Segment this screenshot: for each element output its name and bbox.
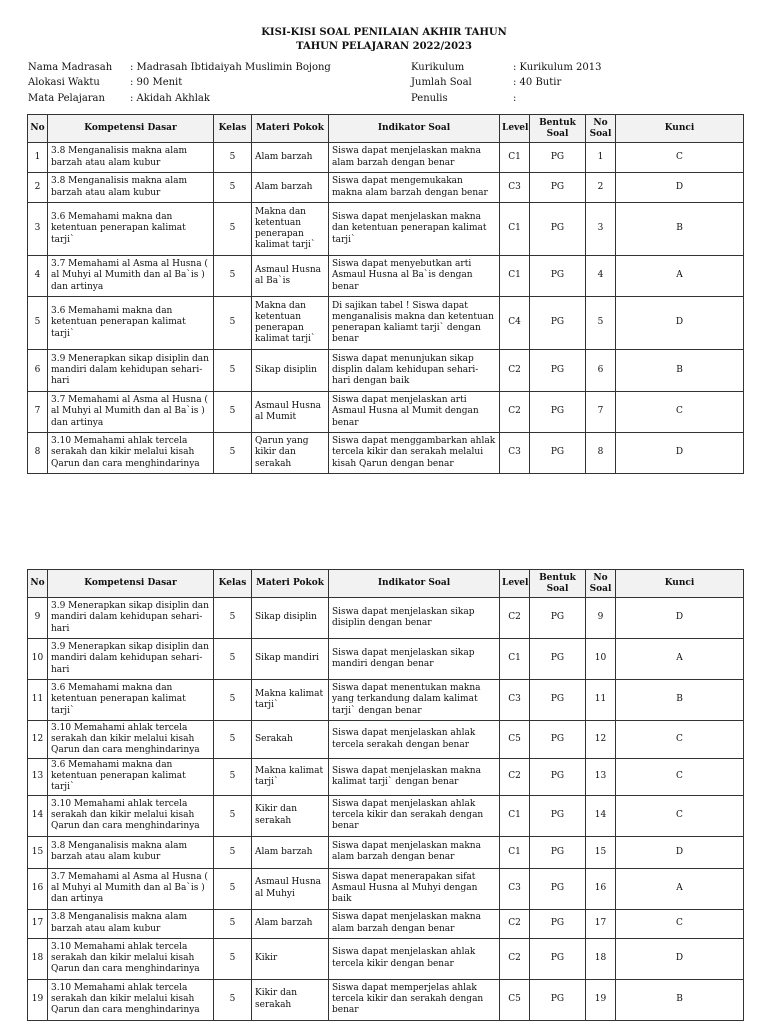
cell-bentuk-soal: PG [530,795,586,836]
kurikulum-label: Kurikulum [411,62,465,73]
cell-bentuk-soal: PG [530,256,586,297]
jumlah-soal-value: : 40 Butir [513,77,562,88]
cell-no: 13 [28,759,48,796]
cell-materi-pokok: Serakah [252,721,329,759]
cell-materi-pokok: Makna kalimat tarji` [252,759,329,796]
cell-kelas: 5 [214,721,252,759]
table-header-row [28,570,744,598]
cell-bentuk-soal: PG [530,173,586,203]
cell-kelas: 5 [214,256,252,297]
cell-no-soal: 14 [586,795,616,836]
cell-bentuk-soal: PG [530,350,586,392]
cell-indikator-soal: Siswa dapat menentukan makna yang terkandung dalam kalimat tarji` dengan benar [329,680,500,721]
cell-no: 19 [28,979,48,1020]
cell-kunci: D [616,297,744,350]
cell-no: 14 [28,795,48,836]
cell-kompetensi-dasar: 3.10 Memahami ahlak tercela serakah dan kikir melalui kisah Qarun dan cara menghindarinya [48,979,214,1020]
cell-materi-pokok: Asmaul Husna al Muhyi [252,868,329,909]
table-row [28,350,744,392]
cell-bentuk-soal: PG [530,392,586,433]
cell-materi-pokok: Kikir [252,938,329,979]
cell-no: 8 [28,433,48,474]
cell-bentuk-soal: PG [530,680,586,721]
cell-kompetensi-dasar: 3.10 Memahami ahlak tercela serakah dan kikir melalui kisah Qarun dan cara menghindarinya [48,938,214,979]
cell-kunci: C [616,143,744,173]
header-level: Level [500,115,530,143]
cell-level: C4 [500,297,530,350]
cell-materi-pokok: Makna dan ketentuan penerapan kalimat tarji` [252,203,329,256]
cell-level: C2 [500,909,530,938]
cell-no: 1 [28,143,48,173]
mata-pelajaran-label: Mata Pelajaran [28,93,105,104]
cell-no-soal: 4 [586,256,616,297]
nama-madrasah-label: Nama Madrasah [28,62,113,73]
cell-materi-pokok: Asmaul Husna al Mumit [252,392,329,433]
cell-materi-pokok: Alam barzah [252,173,329,203]
cell-kunci: B [616,203,744,256]
cell-bentuk-soal: PG [530,979,586,1020]
cell-bentuk-soal: PG [530,297,586,350]
penulis-label: Penulis [411,93,448,104]
cell-no: 6 [28,350,48,392]
cell-kompetensi-dasar: 3.6 Memahami makna dan ketentuan penerapan kalimat tarji` [48,759,214,796]
cell-kunci: A [616,639,744,680]
cell-kunci: B [616,979,744,1020]
cell-kelas: 5 [214,433,252,474]
table-row [28,979,744,1020]
cell-indikator-soal: Siswa dapat menjelaskan makna alam barzah dengan benar [329,909,500,938]
cell-materi-pokok: Makna dan ketentuan penerapan kalimat tarji` [252,297,329,350]
cell-level: C2 [500,938,530,979]
cell-kompetensi-dasar: 3.7 Memahami al Asma al Husna ( al Muhyi al Mumith dan al Ba`is ) dan artinya [48,256,214,297]
cell-no: 17 [28,909,48,938]
table-row [28,143,744,173]
cell-kelas: 5 [214,680,252,721]
cell-kompetensi-dasar: 3.8 Menganalisis makna alam barzah atau alam kubur [48,836,214,868]
cell-indikator-soal: Siswa dapat menjelaskan sikap disiplin dengan benar [329,598,500,639]
header-no-soal: No Soal [586,115,616,143]
cell-kompetensi-dasar: 3.7 Memahami al Asma al Husna ( al Muhyi al Mumith dan al Ba`is ) dan artinya [48,392,214,433]
cell-materi-pokok: Sikap disiplin [252,350,329,392]
cell-no-soal: 13 [586,759,616,796]
cell-kompetensi-dasar: 3.10 Memahami ahlak tercela serakah dan kikir melalui kisah Qarun dan cara menghindarinya [48,795,214,836]
cell-indikator-soal: Siswa dapat menerapakan sifat Asmaul Husna al Muhyi dengan baik [329,868,500,909]
table-row [28,909,744,938]
cell-materi-pokok: Qarun yang kikir dan serakah [252,433,329,474]
cell-no: 4 [28,256,48,297]
cell-materi-pokok: Alam barzah [252,909,329,938]
table-row [28,868,744,909]
table-row [28,836,744,868]
cell-indikator-soal: Siswa dapat mengemukakan makna alam barzah dengan benar [329,173,500,203]
header-materi-pokok: Materi Pokok [252,570,329,598]
cell-no-soal: 8 [586,433,616,474]
alokasi-waktu-value: : 90 Menit [130,77,183,88]
cell-kelas: 5 [214,143,252,173]
cell-no: 10 [28,639,48,680]
cell-materi-pokok: Alam barzah [252,836,329,868]
table-row [28,938,744,979]
cell-no: 3 [28,203,48,256]
cell-bentuk-soal: PG [530,759,586,796]
cell-no-soal: 1 [586,143,616,173]
table-row [28,392,744,433]
cell-indikator-soal: Siswa dapat menjelaskan sikap mandiri dengan benar [329,639,500,680]
cell-indikator-soal: Siswa dapat memperjelas ahlak tercela kikir dan serakah dengan benar [329,979,500,1020]
table-header-row [28,115,744,143]
cell-kompetensi-dasar: 3.6 Memahami makna dan ketentuan penerapan kalimat tarji` [48,297,214,350]
cell-no-soal: 19 [586,979,616,1020]
header-kelas: Kelas [214,570,252,598]
cell-materi-pokok: Alam barzah [252,143,329,173]
table-row [28,203,744,256]
table-row [28,639,744,680]
cell-level: C1 [500,256,530,297]
cell-bentuk-soal: PG [530,836,586,868]
cell-no-soal: 16 [586,868,616,909]
cell-no-soal: 12 [586,721,616,759]
cell-kompetensi-dasar: 3.8 Menganalisis makna alam barzah atau alam kubur [48,173,214,203]
cell-level: C2 [500,350,530,392]
cell-no-soal: 3 [586,203,616,256]
table-row [28,759,744,796]
alokasi-waktu-label: Alokasi Waktu [28,77,100,88]
header-no-soal: No Soal [586,570,616,598]
cell-kunci: D [616,173,744,203]
cell-indikator-soal: Siswa dapat menggambarkan ahlak tercela kikir dan serakah melalui kisah Qarun dengan benar [329,433,500,474]
cell-bentuk-soal: PG [530,639,586,680]
cell-no: 15 [28,836,48,868]
document-subtitle: TAHUN PELAJARAN 2022/2023 [296,41,472,52]
cell-kelas: 5 [214,868,252,909]
cell-level: C3 [500,433,530,474]
cell-no-soal: 2 [586,173,616,203]
cell-no-soal: 7 [586,392,616,433]
cell-indikator-soal: Siswa dapat menunjukan sikap displin dalam kehidupan sehari-hari dengan baik [329,350,500,392]
cell-indikator-soal: Siswa dapat menjelaskan makna dan ketentuan penerapan kalimat tarji` [329,203,500,256]
cell-kompetensi-dasar: 3.7 Memahami al Asma al Husna ( al Muhyi al Mumith dan al Ba`is ) dan artinya [48,868,214,909]
cell-bentuk-soal: PG [530,433,586,474]
cell-kelas: 5 [214,392,252,433]
cell-bentuk-soal: PG [530,598,586,639]
header-bentuk-soal: Bentuk Soal [530,115,586,143]
table-row [28,173,744,203]
cell-kunci: D [616,433,744,474]
cell-materi-pokok: Asmaul Husna al Ba`is [252,256,329,297]
cell-kunci: C [616,392,744,433]
cell-no: 2 [28,173,48,203]
cell-no: 18 [28,938,48,979]
kisi-kisi-table-2 [27,569,744,1021]
mata-pelajaran-value: : Akidah Akhlak [130,93,210,104]
header-no: No [28,570,48,598]
cell-kompetensi-dasar: 3.8 Menganalisis makna alam barzah atau alam kubur [48,909,214,938]
cell-no-soal: 5 [586,297,616,350]
cell-level: C1 [500,836,530,868]
cell-no: 12 [28,721,48,759]
header-kompetensi-dasar: Kompetensi Dasar [48,570,214,598]
cell-kompetensi-dasar: 3.8 Menganalisis makna alam barzah atau alam kubur [48,143,214,173]
cell-indikator-soal: Siswa dapat menjelaskan arti Asmaul Husna al Mumit dengan benar [329,392,500,433]
cell-no-soal: 11 [586,680,616,721]
cell-kunci: A [616,868,744,909]
cell-kelas: 5 [214,350,252,392]
cell-no-soal: 15 [586,836,616,868]
cell-kelas: 5 [214,173,252,203]
header-materi-pokok: Materi Pokok [252,115,329,143]
table-row [28,297,744,350]
cell-no: 7 [28,392,48,433]
cell-no-soal: 10 [586,639,616,680]
cell-kelas: 5 [214,795,252,836]
cell-level: C1 [500,143,530,173]
header-level: Level [500,570,530,598]
header-indikator-soal: Indikator Soal [329,115,500,143]
cell-kelas: 5 [214,938,252,979]
cell-kelas: 5 [214,836,252,868]
cell-no-soal: 9 [586,598,616,639]
document-title: KISI-KISI SOAL PENILAIAN AKHIR TAHUN [261,27,507,38]
cell-kunci: D [616,836,744,868]
jumlah-soal-label: Jumlah Soal [411,77,472,88]
cell-bentuk-soal: PG [530,721,586,759]
cell-indikator-soal: Siswa dapat menjelaskan makna kalimat tarji` dengan benar [329,759,500,796]
table-row [28,795,744,836]
cell-indikator-soal: Siswa dapat menjelaskan makna alam barzah dengan benar [329,143,500,173]
cell-kelas: 5 [214,203,252,256]
cell-kompetensi-dasar: 3.9 Menerapkan sikap disiplin dan mandiri dalam kehidupan sehari-hari [48,639,214,680]
cell-no-soal: 18 [586,938,616,979]
kurikulum-value: : Kurikulum 2013 [513,62,602,73]
cell-kunci: B [616,680,744,721]
cell-kunci: C [616,795,744,836]
header-kunci: Kunci [616,570,744,598]
table-row [28,721,744,759]
nama-madrasah-value: : Madrasah Ibtidaiyah Muslimin Bojong [130,62,331,73]
cell-kompetensi-dasar: 3.9 Menerapkan sikap disiplin dan mandiri dalam kehidupan sehari-hari [48,350,214,392]
table-row [28,680,744,721]
header-indikator-soal: Indikator Soal [329,570,500,598]
cell-no: 5 [28,297,48,350]
cell-level: C3 [500,868,530,909]
cell-no-soal: 6 [586,350,616,392]
cell-level: C1 [500,639,530,680]
cell-materi-pokok: Makna kalimat tarji` [252,680,329,721]
cell-kompetensi-dasar: 3.10 Memahami ahlak tercela serakah dan kikir melalui kisah Qarun dan cara menghindarinya [48,433,214,474]
header-bentuk-soal: Bentuk Soal [530,570,586,598]
cell-level: C5 [500,721,530,759]
cell-no: 16 [28,868,48,909]
cell-materi-pokok: Kikir dan serakah [252,795,329,836]
header-kunci: Kunci [616,115,744,143]
header-kompetensi-dasar: Kompetensi Dasar [48,115,214,143]
cell-kunci: C [616,721,744,759]
cell-kompetensi-dasar: 3.10 Memahami ahlak tercela serakah dan kikir melalui kisah Qarun dan cara menghindarinya [48,721,214,759]
cell-materi-pokok: Kikir dan serakah [252,979,329,1020]
cell-level: C2 [500,598,530,639]
cell-materi-pokok: Sikap mandiri [252,639,329,680]
cell-kelas: 5 [214,759,252,796]
kisi-kisi-table-1 [27,114,744,474]
cell-indikator-soal: Di sajikan tabel ! Siswa dapat menganalisis makna dan ketentuan penerapan kaliamt tarji` dengan benar [329,297,500,350]
penulis-value: : [513,93,517,104]
cell-materi-pokok: Sikap disiplin [252,598,329,639]
cell-level: C1 [500,795,530,836]
cell-level: C3 [500,680,530,721]
table-row [28,598,744,639]
cell-bentuk-soal: PG [530,868,586,909]
cell-kunci: A [616,256,744,297]
header-no: No [28,115,48,143]
cell-kelas: 5 [214,979,252,1020]
cell-bentuk-soal: PG [530,143,586,173]
cell-indikator-soal: Siswa dapat menjelaskan ahlak tercela serakah dengan benar [329,721,500,759]
cell-indikator-soal: Siswa dapat menjelaskan makna alam barzah dengan benar [329,836,500,868]
cell-kelas: 5 [214,909,252,938]
cell-no: 9 [28,598,48,639]
cell-no-soal: 17 [586,909,616,938]
table-row [28,256,744,297]
header-kelas: Kelas [214,115,252,143]
cell-kompetensi-dasar: 3.6 Memahami makna dan ketentuan penerapan kalimat tarji` [48,680,214,721]
cell-indikator-soal: Siswa dapat menyebutkan arti Asmaul Husna al Ba`is dengan benar [329,256,500,297]
cell-level: C2 [500,759,530,796]
cell-kunci: D [616,938,744,979]
cell-level: C1 [500,203,530,256]
cell-indikator-soal: Siswa dapat menjelaskan ahlak tercela kikir dan serakah dengan benar [329,795,500,836]
cell-kelas: 5 [214,297,252,350]
cell-kunci: C [616,759,744,796]
cell-kunci: B [616,350,744,392]
cell-bentuk-soal: PG [530,938,586,979]
cell-kunci: D [616,598,744,639]
cell-kelas: 5 [214,598,252,639]
cell-kelas: 5 [214,639,252,680]
cell-bentuk-soal: PG [530,909,586,938]
cell-kunci: C [616,909,744,938]
cell-level: C2 [500,392,530,433]
cell-kompetensi-dasar: 3.9 Menerapkan sikap disiplin dan mandiri dalam kehidupan sehari-hari [48,598,214,639]
cell-level: C5 [500,979,530,1020]
cell-kompetensi-dasar: 3.6 Memahami makna dan ketentuan penerapan kalimat tarji` [48,203,214,256]
cell-indikator-soal: Siswa dapat menjelaskan ahlak tercela kikir dengan benar [329,938,500,979]
cell-level: C3 [500,173,530,203]
cell-no: 11 [28,680,48,721]
cell-bentuk-soal: PG [530,203,586,256]
table-row [28,433,744,474]
